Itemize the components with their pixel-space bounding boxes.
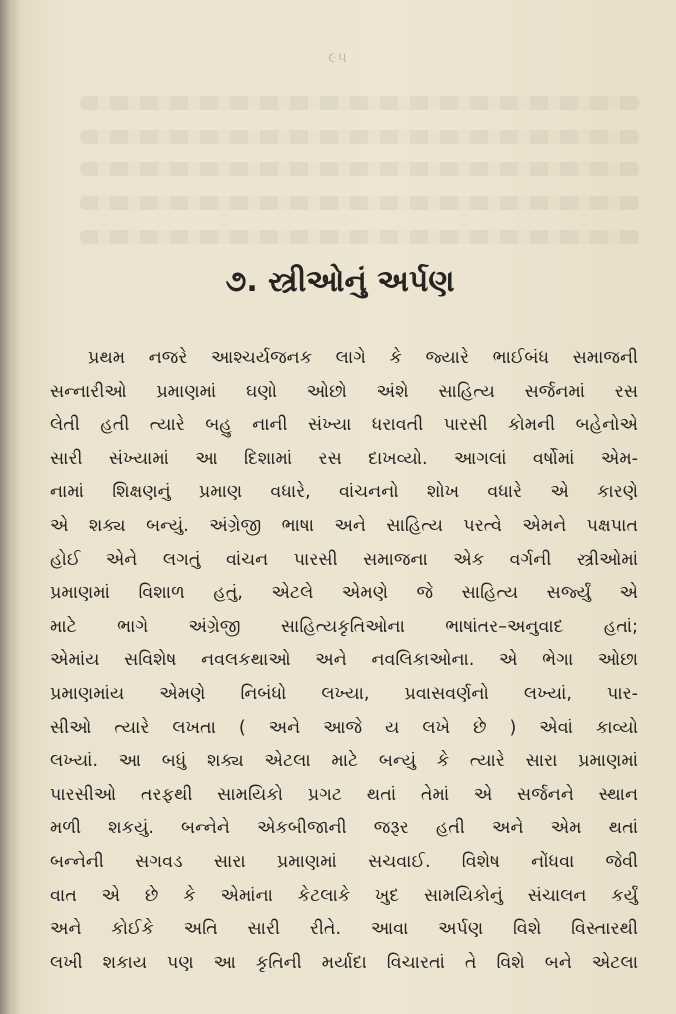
show-through-text <box>80 96 640 110</box>
text-line: એમાંય સવિશેષ નવલકથાઓ અને નવલિકાઓના. એ ભેગા ઓછા <box>50 650 638 671</box>
text-line: લખ્યાં. આ બધું શક્ય એટલા માટે બન્યું કે ત્યારે સારા પ્રમાણમાં <box>50 751 638 772</box>
text-line: અને કોઈકે અતિ સારી રીતે. આવા અર્પણ વિશે વિસ્તારથી <box>50 919 638 940</box>
text-line: હોઈ એને લગતું વાંચન પારસી સમાજના એક વર્ગની સ્ત્રીઓમાં <box>50 549 638 570</box>
text-line: લખી શકાય પણ આ કૃતિની મર્યાદા વિચારતાં તે વિશે બને એટલા <box>50 952 638 973</box>
show-through-text <box>80 130 640 144</box>
page-number: ૯૫ <box>328 50 348 66</box>
text-line: સીઓ ત્યારે લખતા ( અને આજે ય લખે છે ) એવાં કાવ્યો <box>50 717 638 738</box>
text-line: પ્રમાણમાં વિશાળ હતું, એટલે એમણે જે સાહિત્ય સર્જ્યું એ <box>50 583 638 604</box>
text-line: બન્નેની સગવડ સારા પ્રમાણમાં સચવાઈ. વિશેષ નોંધવા જેવી <box>50 851 638 872</box>
text-line: પ્રથમ નજરે આશ્ચર્યજનક લાગે કે જ્યારે ભાઈબંધ સમાજની <box>88 348 638 368</box>
body-paragraph <box>50 342 638 980</box>
text-line: નામાં શિક્ષણનું પ્રમાણ વધારે, વાંચનનો શોખ વધારે એ કારણે <box>50 482 638 503</box>
text-line: વાત એ છે કે એમાંના કેટલાકે ખુદ સામયિકોનું સંચાલન કર્યું <box>50 885 638 906</box>
text-line: પારસીઓ તરફથી સામયિકો પ્રગટ થતાં તેમાં એ સર્જનને સ્થાન <box>50 784 638 805</box>
text-line: મળી શકયું. બન્નેને એકબીજાની જરૂર હતી અને એમ થતાં <box>50 818 638 839</box>
text-line: સન્નારીઓ પ્રમાણમાં ઘણો ઓછો અંશે સાહિત્ય સર્જનમાં રસ <box>50 381 638 402</box>
chapter-title: ૭. સ્ત્રીઓનું અર્પણ <box>225 264 455 299</box>
show-through-text <box>80 162 640 176</box>
show-through-text <box>80 196 640 210</box>
text-line: સારી સંખ્યામાં આ દિશામાં રસ દાખવ્યો. આગલાં વર્ષોમાં એમ- <box>50 448 638 469</box>
show-through-text <box>80 230 640 244</box>
text-line: પ્રમાણમાંય એમણે નિબંધો લખ્યા, પ્રવાસવર્ણનો લખ્યાં, પાર- <box>50 683 638 704</box>
text-line: માટે ભાગે અંગ્રેજી સાહિત્યકૃતિઓના ભાષાંતર–અનુવાદ હતાં; <box>50 616 638 637</box>
text-line: એ શક્ય બન્યું. અંગ્રેજી ભાષા અને સાહિત્ય પરત્વે એમને પક્ષપાત <box>50 515 638 536</box>
text-line: લેતી હતી ત્યારે બહુ નાની સંખ્યા ધરાવતી પારસી કોમની બહેનોએ <box>50 415 638 436</box>
